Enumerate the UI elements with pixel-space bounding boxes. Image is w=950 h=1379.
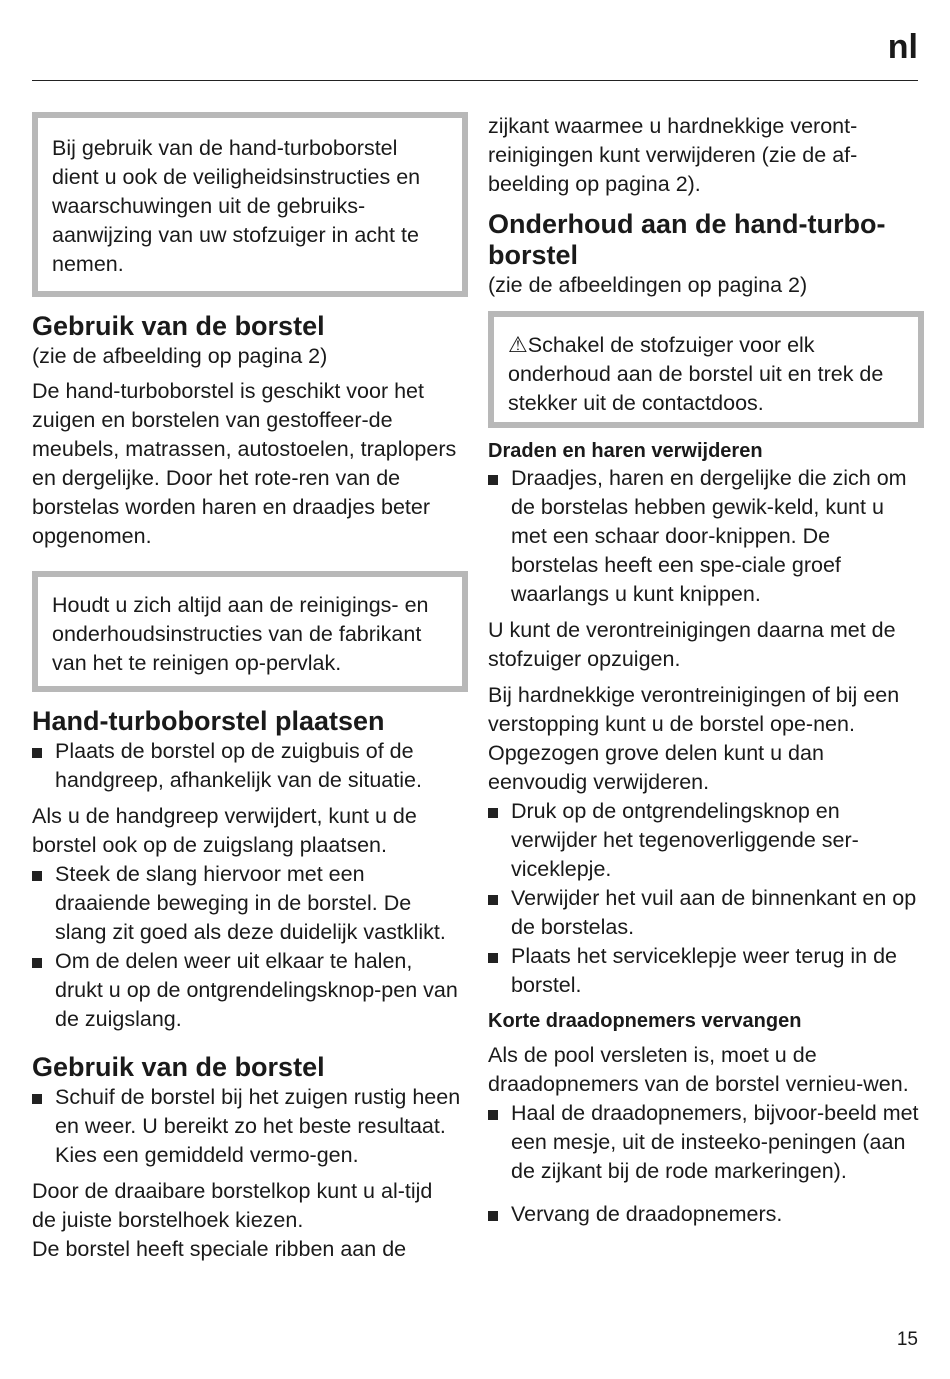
- paragraph: De hand-turboborstel is geschikt voor het zuigen en borstelen van gestoffeer-de meubels, matrassen, autostoelen, traplopers en dergelijke. Door het rote-ren van de borstelas worden haren en draadjes beter opgenomen.: [32, 379, 457, 548]
- bullet-square-icon: [488, 953, 498, 963]
- list-item-text: Haal de draadopnemers, bijvoor-beeld met een mesje, uit de insteeko-peningen (aan de zijkant bij de rode markeringen).: [511, 1101, 919, 1183]
- list-item-text: Plaats de borstel op de zuigbuis of de handgreep, afhankelijk van de situatie.: [55, 739, 422, 792]
- section-subtitle: (zie de afbeelding op pagina 2): [32, 344, 328, 368]
- left-column: [32, 112, 462, 1264]
- list-item: [488, 464, 920, 609]
- header-rule: [32, 80, 918, 81]
- bullet-square-icon: [488, 475, 498, 485]
- list-item-text: Druk op de ontgrendelingsknop en verwijder het tegenoverliggende ser-viceklepje.: [511, 799, 859, 881]
- section-title-maintenance: Onderhoud aan de hand-turbo-borstel: [488, 209, 886, 270]
- safety-notice-box: [32, 112, 468, 297]
- paragraph: Door de draaibare borstelkop kunt u al-tijd de juiste borstelhoek kiezen.: [32, 1179, 433, 1232]
- bullet-square-icon: [32, 1094, 42, 1104]
- right-column: [488, 112, 920, 1229]
- list-item: [488, 1200, 920, 1229]
- list-item-text: Schuif de borstel bij het zuigen rustig heen en weer. U bereikt zo het beste resultaat. Kies een gemiddeld vermo-gen.: [55, 1085, 461, 1167]
- list-item: [488, 942, 920, 1000]
- section-title-brush-use-2: Gebruik van de borstel: [32, 1052, 325, 1082]
- list-item: [488, 1099, 920, 1186]
- paragraph: Bij hardnekkige verontreinigingen of bij een verstopping kunt u de borstel ope-nen. Opgezogen grove delen kunt u dan eenvoudig verwijderen.: [488, 683, 900, 794]
- paragraph-continued: zijkant waarmee u hardnekkige veront-reinigingen kunt verwijderen (zie de af-beelding op pagina 2).: [488, 114, 858, 196]
- bullet-square-icon: [488, 1211, 498, 1221]
- list-item-text: Verwijder het vuil aan de binnenkant en op de borstelas.: [511, 886, 917, 939]
- paragraph: Als de pool versleten is, moet u de draadopnemers van de borstel vernieu-wen.: [488, 1043, 909, 1096]
- list-item: [488, 797, 920, 884]
- list-item-text: Steek de slang hiervoor met een draaiende beweging in de borstel. De slang zit goed als deze duidelijk vastklikt.: [55, 862, 446, 944]
- list-item-text: Vervang de draadopnemers.: [511, 1202, 783, 1226]
- page-number: 15: [896, 1329, 918, 1350]
- bullet-square-icon: [32, 871, 42, 881]
- bullet-square-icon: [488, 895, 498, 905]
- safety-notice-text: Bij gebruik van de hand-turboborstel dient u ook de veiligheidsinstructies en waarschuwingen uit de gebruiks-aanwijzing van uw stofzuiger in acht te nemen.: [52, 136, 421, 276]
- section-subtitle: (zie de afbeeldingen op pagina 2): [488, 273, 808, 297]
- section-title-brush-use: Gebruik van de borstel: [32, 311, 325, 341]
- warning-box: [488, 311, 924, 428]
- cleaning-notice-box: [32, 571, 468, 692]
- warning-text: Schakel de stofzuiger voor elk onderhoud aan de borstel uit en trek de stekker uit de contactdoos.: [508, 333, 884, 415]
- subsection-title-replace-thread-pickers: Korte draadopnemers vervangen: [488, 1010, 802, 1032]
- bullet-square-icon: [32, 748, 42, 758]
- warning-triangle-icon: ⚠: [508, 332, 528, 357]
- subsection-title-remove-threads: Draden en haren verwijderen: [488, 440, 763, 462]
- paragraph: U kunt de verontreinigingen daarna met de stofzuiger opzuigen.: [488, 618, 896, 671]
- cleaning-notice-text: Houdt u zich altijd aan de reinigings- en onderhoudsinstructies van de fabrikant van het te reinigen op-pervlak.: [52, 593, 429, 675]
- bullet-square-icon: [32, 958, 42, 968]
- list-item: [32, 947, 462, 1034]
- list-item: [488, 884, 920, 942]
- paragraph: De borstel heeft speciale ribben aan de: [32, 1237, 407, 1261]
- list-item-text: Plaats het serviceklepje weer terug in de borstel.: [511, 944, 898, 997]
- bullet-square-icon: [488, 808, 498, 818]
- section-title-attach-brush: Hand-turboborstel plaatsen: [32, 706, 385, 736]
- language-code: nl: [887, 28, 918, 66]
- list-item: [32, 737, 462, 795]
- list-item-text: Om de delen weer uit elkaar te halen, drukt u op de ontgrendelingsknop-pen van de zuigslang.: [55, 949, 458, 1031]
- bullet-square-icon: [488, 1110, 498, 1120]
- list-item-text: Draadjes, haren en dergelijke die zich om de borstelas hebben gewik-keld, kunt u met een schaar door-knippen. De borstelas heeft een spe-ciale groef waarlangs u kunt knippen.: [511, 466, 907, 606]
- list-item: [32, 860, 462, 947]
- list-item: [32, 1083, 462, 1170]
- paragraph: Als u de handgreep verwijdert, kunt u de borstel ook op de zuigslang plaatsen.: [32, 804, 417, 857]
